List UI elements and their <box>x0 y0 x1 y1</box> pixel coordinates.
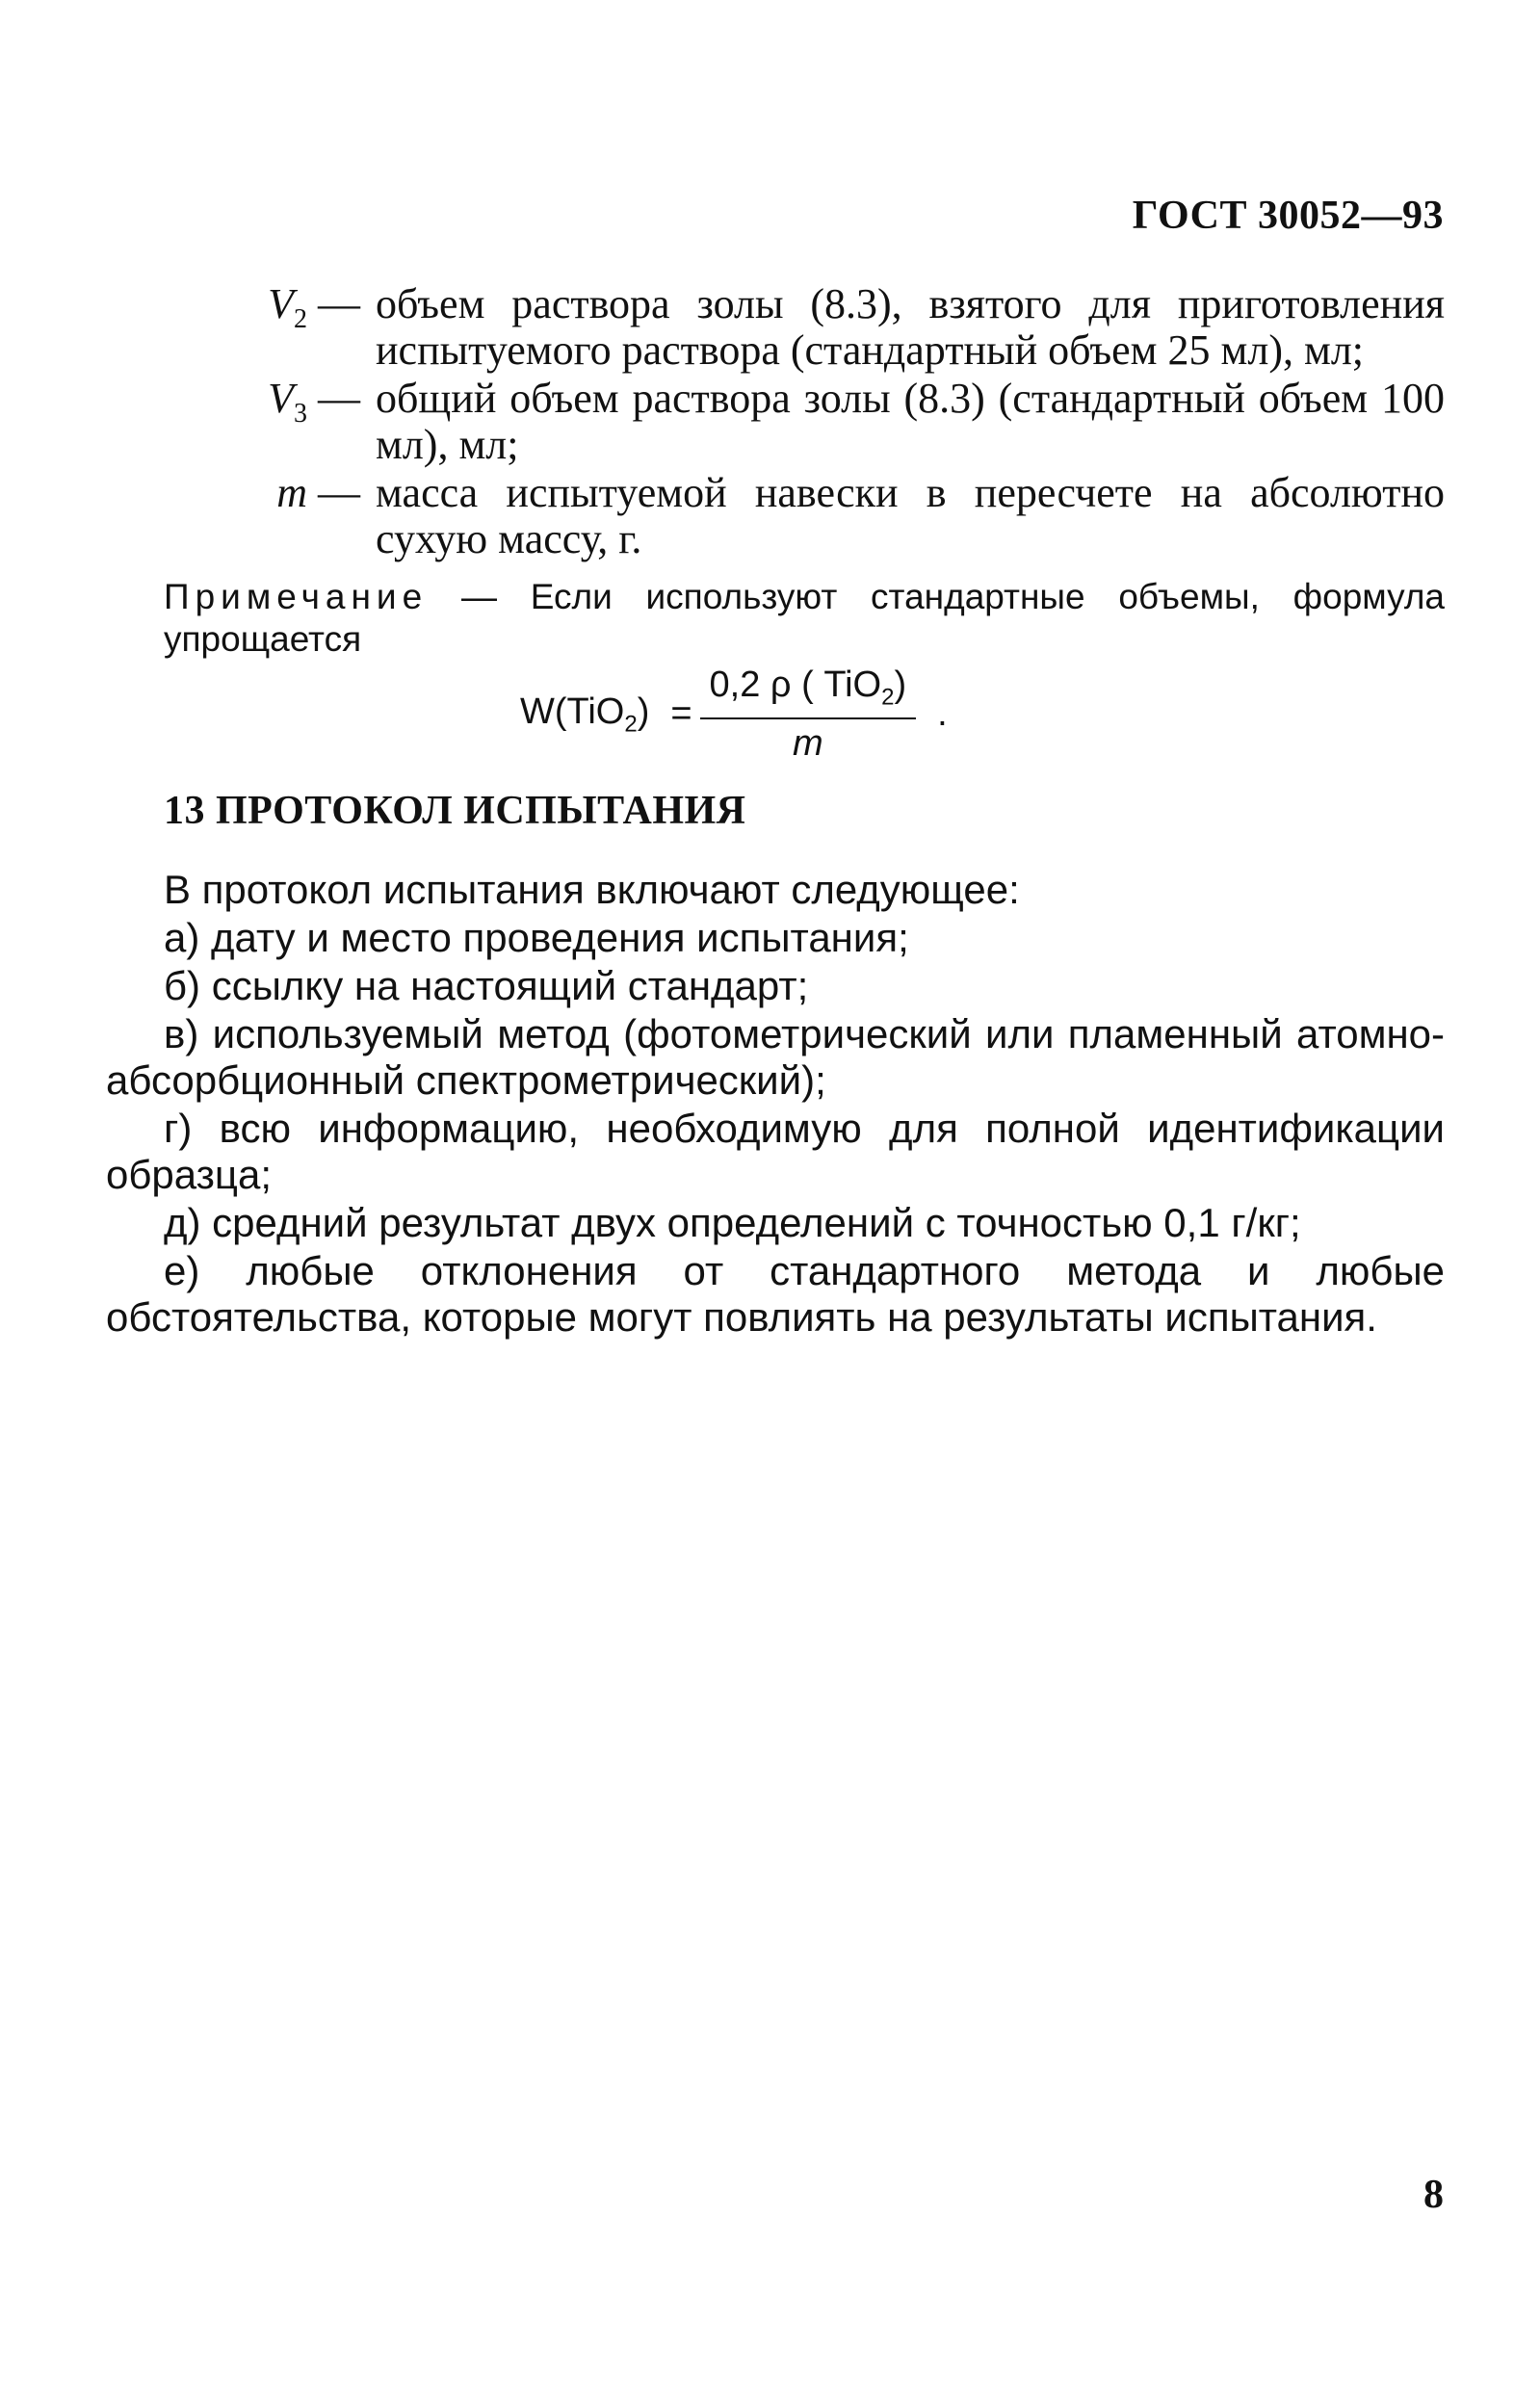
definition-row <box>164 281 1445 374</box>
simplified-formula <box>520 665 948 765</box>
definition-text: объем раствора золы (8.3), взятого для приготовления испытуемого раствора (стандартный объем 25 мл), мл; <box>376 280 1445 374</box>
formula-numerator: 0,2 ρ ( TiO$_2$) <box>700 665 917 719</box>
note-label: Примечание <box>164 577 429 616</box>
formula-end-period: . <box>937 693 948 735</box>
definition-row <box>164 470 1445 562</box>
protocol-item: д) средний результат двух определений с точностью 0,1 г/кг; <box>164 1200 1301 1245</box>
protocol-intro: В протокол испытания включают следующее: <box>164 867 1020 912</box>
definition-text: общий объем раствора золы (8.3) (стандартный объем 100 мл), мл; <box>376 375 1445 468</box>
formula-denominator: m <box>793 722 823 764</box>
formula-equals: = <box>670 693 692 735</box>
protocol-item: е) любые отклонения от стандартного метода и любые обстоятельства, которые могут повлиять на результаты испытания. <box>106 1248 1445 1340</box>
section-title: 13 ПРОТОКОЛ ИСПЫТАНИЯ <box>164 789 746 833</box>
definition-symbol: $V_3$ — <box>268 375 360 429</box>
protocol-item: а) дату и место проведения испытания; <box>164 915 909 960</box>
note-paragraph <box>164 576 1445 661</box>
note-text: — Если используют стандартные объемы, формула упрощается <box>164 577 1445 659</box>
formula-lhs: W(TiO$_2$) <box>520 691 650 738</box>
definition-text: масса испытуемой навески в пересчете на абсолютно сухую массу, г. <box>376 469 1445 562</box>
definition-symbol: m — <box>276 469 360 516</box>
protocol-item: б) ссылку на настоящий стандарт; <box>164 963 809 1008</box>
protocol-item: г) всю информацию, необходимую для полной идентификации образца; <box>106 1106 1445 1197</box>
protocol-item: в) используемый метод (фотометрический или пламенный атомно-абсорбционный спектрометрический); <box>106 1011 1445 1103</box>
page-number: 8 <box>1423 2173 1444 2217</box>
variable-definitions <box>164 281 1445 564</box>
formula-fraction <box>700 665 917 765</box>
protocol-list <box>106 867 1445 1342</box>
document-code-header: ГОСТ 30052—93 <box>1132 194 1444 238</box>
definition-row <box>164 376 1445 468</box>
definition-symbol: $V_2$ — <box>268 280 360 334</box>
